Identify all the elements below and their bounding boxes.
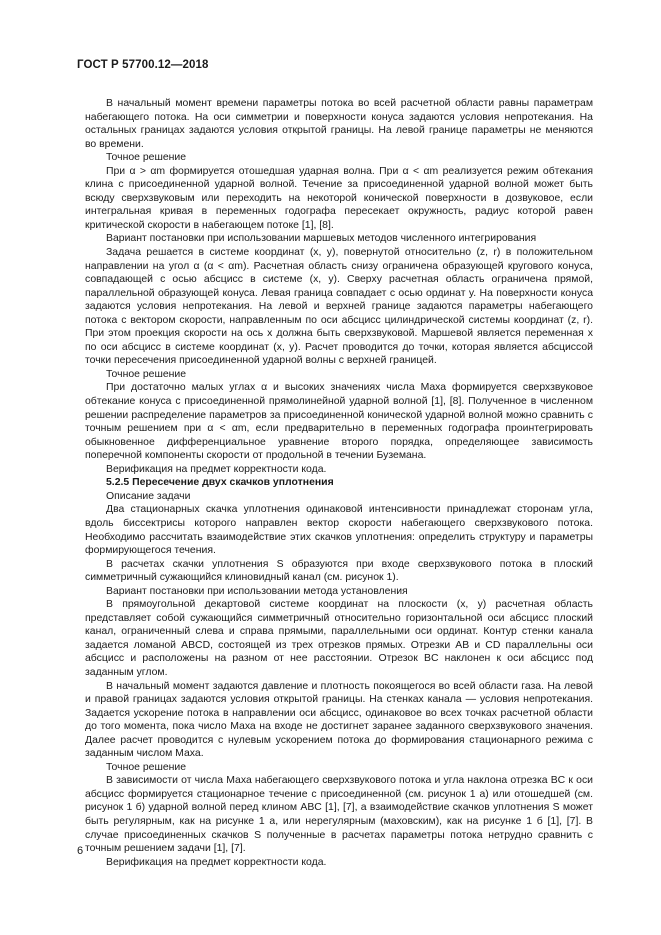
paragraph: В зависимости от числа Маха набегающего сверхзвукового потока и угла наклона отрезка BC к оси абсцисс формируется стационарное течение с присоединенной (см. рисунок 1 а) или отошедшей (см. рисунок 1 б) ударной волной перед клином ABC [1], [7], а взаимодействие скачков уплотнения S может быть регулярным, как на рисунке 1 а, или нерегулярным (маховским), как на рисунке 1 б [1], [7]. В случае присоединенных скачков S полученные в расчетах параметры потока нетрудно сравнить с точным решением задачи [1], [7]. [85, 775, 593, 855]
page-number: 6 [77, 845, 84, 857]
document-body [85, 97, 593, 869]
paragraph: Два стационарных скачка уплотнения одинаковой интенсивности принадлежат сторонам угла, вдоль биссектрисы которого направлен вектор скорости набегающего сверхзвукового потока. Необходимо рассчитать взаимодействие этих скачков уплотнения: определить структуру и параметры формирующегося течения. [85, 504, 593, 557]
paragraph: В расчетах скачки уплотнения S образуются при входе сверхзвукового потока в плоский симметричный сужающийся клиновидный канал (см. рисунок 1). [85, 558, 593, 584]
document-header: ГОСТ Р 57700.12—2018 [77, 59, 209, 71]
section-label: Вариант постановки при использовании метода установления [106, 585, 408, 597]
paragraph: В начальный момент задаются давление и плотность покоящегося во всей области газа. На левой и правой границах задаются условия открытой границы. На стенках канала — условия непротекания. Задается ускорение потока в направлении оси абсцисс, одинаковое во всех точках расчетной области до того момента, пока число Маха на входе не достигнет заранее заданного сверхзвукового значения. Далее расчет проводится с нулевым ускорением потока до формирования стационарного режима с заданным числом Маха. [85, 680, 593, 760]
section-label: Точное решение [106, 761, 187, 773]
paragraph: Верификация на предмет корректности кода. [106, 856, 327, 868]
paragraph: Верификация на предмет корректности кода. [106, 463, 327, 475]
paragraph: При достаточно малых углах α и высоких значениях числа Маха формируется сверхзвуковое обтекание конуса с присоединенной прямолинейной ударной волной [1], [8]. Полученное в численном решении распределение параметров за присоединенной конической ударной волной можно сравнить с точным решением при α < αm, если предварительно в переменных годографа проинтегрировать обыкновенное дифференциальное уравнение второго порядка, определяющее зависимость поперечной компоненты скорости от продольной в течении Буземана. [85, 382, 593, 462]
paragraph: Задача решается в системе координат (x, y), повернутой относительно (z, r) в положительном направлении на угол α (α < αm). Расчетная область снизу ограничена образующей кругового конуса, совпадающей с осью абсцисс в системе (x, y). Сверху расчетная область ограничена прямой, параллельной образующей конуса. Левая граница совпадает с осью ординат y. На поверхности конуса задаются условия непротекания. На левой и верхней границе задаются параметры набегающего потока с вектором скорости, направленным по оси абсцисс цилиндрической системы координат (z, r). При этом проекция скорости на ось x должна быть сверхзвуковой. Маршевой является переменная x по оси абсцисс в системе координат (x, y). Расчет проводится до точки, которая является абсциссой точки пересечения присоединенной ударной волны с верхней границей. [85, 247, 593, 367]
paragraph: При α > αm формируется отошедшая ударная волна. При α < αm реализуется режим обтекания клина с присоединенной ударной волной. Течение за присоединенной ударной волной может быть всюду сверхзвуковым или переходить на некоторой конической поверхности в дозвуковое, если интегральная кривая в переменных годографа пересекает окружность, радиус которой равен критической скорости в набегающем потоке [1], [8]. [85, 165, 593, 231]
paragraph: В прямоугольной декартовой системе координат на плоскости (x, y) расчетная область представляет собой сужающийся симметричный относительно горизонтальной оси абсцисс плоский канал, ограниченный слева и справа прямыми, параллельными оси ординат. Контур стенки канала задается ломаной ABCD, состоящей из трех отрезков прямых. Отрезки AB и CD параллельны оси абсцисс и расположены на разном от нее расстоянии. Отрезок BC наклонен к оси абсцисс под заданным углом. [85, 599, 593, 678]
section-label: Описание задачи [106, 490, 191, 502]
section-label: Точное решение [106, 368, 187, 380]
section-label: Точное решение [106, 152, 187, 164]
paragraph: В начальный момент времени параметры потока во всей расчетной области равны параметрам набегающего потока. На оси симметрии и поверхности конуса задаются условия непротекания. На остальных границах задаются условия открытой границы. На левой границе параметры не меняются во времени. [85, 98, 593, 150]
section-label: Вариант постановки при использовании маршевых методов численного интегрирования [106, 233, 537, 245]
section-heading: 5.2.5 Пересечение двух скачков уплотнения [106, 477, 334, 489]
